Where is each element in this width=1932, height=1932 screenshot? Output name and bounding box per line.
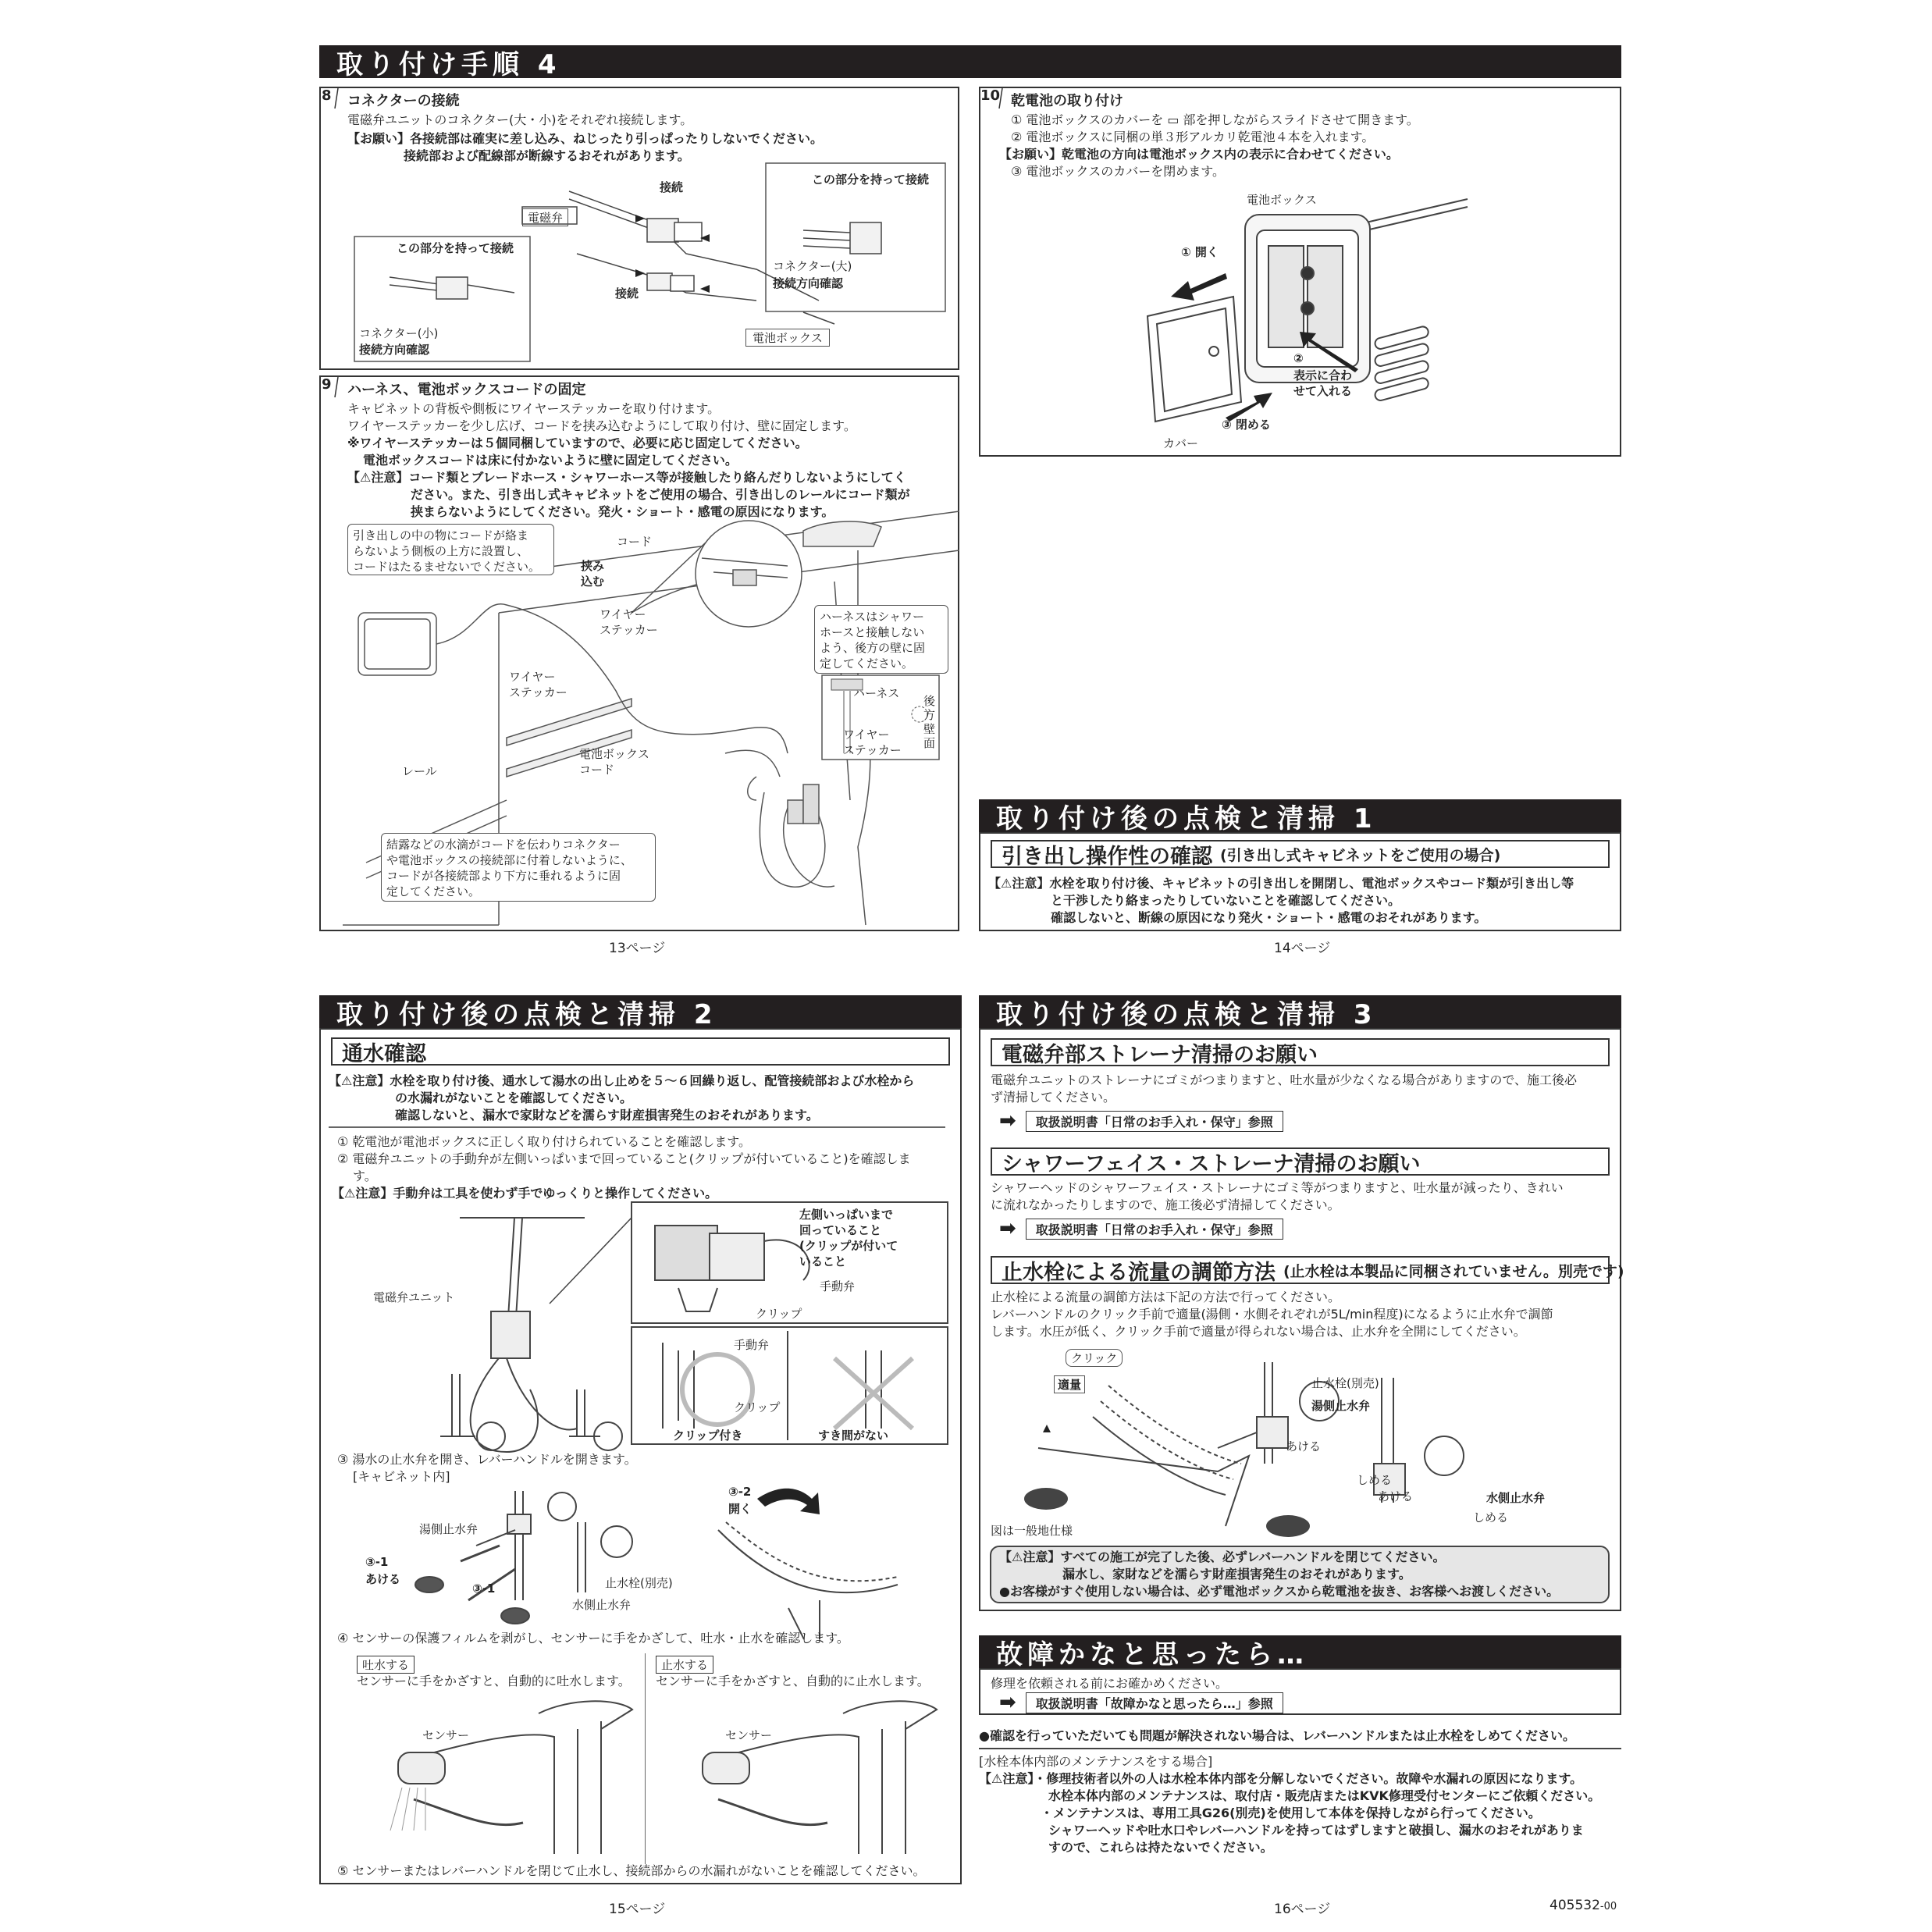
step-number: 10 [980,87,1001,104]
subheading-text: 電磁弁部ストレーナ清掃のお願い [1002,1042,1318,1067]
section-title-install-4 [319,45,1621,78]
label-connect: 接続 [660,180,684,194]
step-text: ⑤ センサーまたはレバーハンドルを閉じて止水し、接続部からの水漏れがないことを確認してください。 [337,1863,926,1878]
caution-text: 挟まらないようにしてください。発火・ショート・感電の原因になります。 [411,504,834,519]
label-left-full: 左側いっぱいまで [799,1208,894,1222]
label-rail: レール [402,764,437,778]
label-connector-large-dir: 接続方向確認 [773,276,844,290]
stop-valve-illustration [351,1483,898,1639]
callout-line: らないよう側板の上方に設置し、 [353,544,529,558]
step-text: 電磁弁ユニットのコネクター(大・小)をそれぞれ接続します。 [347,112,693,127]
paragraph: ●確認を行っていただいても問題が解決されない場合は、レバーハンドルまたは止水栓をしめてください。 [979,1728,1576,1743]
label-open-2: あける [1378,1489,1414,1503]
callout-line: 定してください。 [820,656,914,671]
callout-line: や電池ボックスの接続部に付着しないように、 [386,853,632,867]
warning-text: 【⚠注意】すべての施工が完了した後、必ずレバーハンドルを閉じてください。 [999,1550,1446,1564]
callout-line: 引き出しの中の物にコードが絡ま [353,528,529,543]
step-corner-mark [319,375,343,399]
document-number [1550,1898,1617,1913]
battery-box-illustration [1108,183,1616,449]
label-battery-box: 電池ボックス [1247,193,1317,207]
paragraph: に流れなかったりしますので、施工後必ず清掃してください。 [991,1197,1340,1212]
step-text: キャビネットの背板や側板にワイヤーステッカーを取り付けます。 [347,401,720,416]
paragraph: [水栓本体内部のメンテナンスをする場合] [979,1754,1213,1769]
label-pinch: 挟み [581,559,605,573]
callout-line: ハーネスはシャワー [820,610,924,624]
label-battery-box: 電池ボックス [745,329,830,347]
label-sensor: センサー [422,1728,470,1742]
callout-line: ホースと接触しない [820,625,925,639]
label-cover: カバー [1163,436,1199,450]
label-solenoid-valve: 電磁弁 [522,208,568,226]
label-figure-note: 図は一般地仕様 [991,1524,1073,1538]
label-wire-sticker-6: ステッカー [843,743,902,757]
callout-line: コードはたるませないでください。 [353,560,541,574]
label-cold-valve: 水側止水弁 [1486,1491,1546,1505]
callout-condensation-note [381,833,656,902]
caution-text: ・メンテナンスは、専用工具G26(別売)を使用して本体を保持しながら行ってください。 [1041,1806,1541,1820]
label-clip-2: クリップ [734,1400,781,1414]
label-left-full: 回っていること [799,1223,882,1237]
request-note: 【お願い】各接続部は確実に差し込み、ねじったり引っぱったりしないでください。 [347,131,823,146]
label-no-gap: すき間がない [818,1429,889,1443]
step-text: す。 [353,1169,377,1183]
label-battery-box-cord: 電池ボックス [579,747,649,761]
caution-text: 確認しないと、断線の原因になり発火・ショート・感電のおそれがあります。 [1051,910,1487,925]
section-title-text: 取り付け手順 4 [336,48,561,80]
step-title: ハーネス、電池ボックスコードの固定 [347,382,586,398]
label-rear-wall: 面 [923,736,936,750]
caution-text: 【⚠注意】・修理技術者以外の人は水栓本体内部を分解しないでください。故障や水漏れの原因になります。 [979,1771,1583,1786]
caution-text: すので、これらは持たないでください。 [1048,1840,1273,1855]
label-cold-valve: 水側止水弁 [572,1598,632,1612]
request-note: 【お願い】乾電池の方向は電池ボックス内の表示に合わせてください。 [999,147,1399,162]
label-insert-2: せて入れる [1293,384,1353,398]
subheading-text: 引き出し操作性の確認 [1002,844,1212,869]
section-title-text: 取り付け後の点検と清掃 3 [996,998,1377,1030]
step-title: コネクターの接続 [347,93,460,109]
label-left-full: (クリップが付いて [799,1239,898,1253]
step-corner-mark [979,87,1005,110]
page-number: 14ページ [1274,941,1331,956]
section-title-text: 取り付け後の点検と清掃 1 [996,802,1377,834]
step-text: ② 電磁弁ユニットの手動弁が左側いっぱいまで回っていること(クリップが付いていること)を確認しま [337,1151,911,1166]
document-number-suffix: -00 [1599,1901,1617,1912]
arrow-right-icon: ➡ [999,1217,1016,1240]
step-text: ③ 湯水の止水弁を開き、レバーハンドルを開きます。 [337,1452,637,1467]
caution-text: 確認しないと、漏水で家財などを濡らす財産損害発生のおそれがあります。 [395,1108,819,1123]
paragraph: 電磁弁ユニットのストレーナにゴミがつまりますと、吐水量が少なくなる場合がありますので、施工後必 [991,1073,1578,1087]
step-text: ワイヤーステッカーを少し広げ、コードを挟み込むようにして取り付け、壁に固定します。 [347,418,856,433]
step-text: ② 電池ボックスに同梱の単３形アルカリ乾電池４本を入れます。 [1011,130,1375,144]
label-wire-sticker-3: ワイヤー [509,670,556,684]
label-close-2: しめる [1473,1510,1509,1525]
dispense-desc: センサーに手をかざすと、自動的に吐水します。 [357,1674,631,1688]
step-text: 電池ボックスコードは床に付かないように壁に固定してください。 [363,453,738,468]
label-hot-valve: 湯側止水弁 [1311,1399,1371,1413]
tag-dispense: 吐水する [357,1656,415,1674]
caution-text: 【⚠注意】水栓を取り付け後、キャビネットの引き出しを開閉し、電池ボックスやコード類が引き出し等 [988,876,1574,891]
label-with-clip: クリップ付き [673,1429,743,1443]
label-insert-num: ② [1293,351,1304,365]
paragraph: 修理を依頼される前にお確かめください。 [991,1676,1229,1691]
step-text: ③ 電池ボックスのカバーを閉めます。 [1011,164,1225,179]
page-number: 16ページ [1274,1902,1331,1917]
step-text: ① 電池ボックスのカバーを ▭ 部を押しながらスライドさせて開きます。 [1011,112,1419,127]
label-connect-2: 接続 [615,286,639,301]
label-rear-wall: 後 [923,694,936,708]
paragraph: 止水栓による流量の調節方法は下記の方法で行ってください。 [991,1290,1341,1304]
label-sensor-2: センサー [725,1728,773,1742]
label-hot-valve: 湯側止水弁 [419,1522,479,1536]
label-open-valve: あける [365,1572,401,1586]
label-solenoid-unit: 電磁弁ユニット [373,1290,455,1304]
subheading-flow-adjust [991,1256,1624,1285]
label-open: あける [1286,1439,1322,1453]
caution-text: ださい。また、引き出し式キャビネットをご使用の場合、引き出しのレールにコード類が [411,487,910,502]
arrow-right-icon: ➡ [999,1691,1016,1714]
step-title: 乾電池の取り付け [1011,93,1123,109]
manual-reference [999,1691,1283,1714]
label-hold-here: この部分を持って接続 [812,173,930,187]
step-number: 8 [322,87,332,104]
document-number-main: 405532 [1550,1898,1600,1913]
label-open: ① 開く [1181,245,1219,259]
label-hold-here-2: この部分を持って接続 [397,241,514,255]
label-step-3-1: ③-1 [365,1555,389,1569]
label-wire-sticker: ワイヤー [600,607,646,621]
step-text: ④ センサーの保護フィルムを剥がし、センサーに手をかざして、吐水・止水を確認します。 [337,1631,849,1646]
request-note-2: 接続部および配線部が断線するおそれがあります。 [404,148,690,163]
page-number: 13ページ [609,941,666,956]
stop-desc: センサーに手をかざすと、自動的に止水します。 [656,1674,930,1688]
caution-text: 【⚠注意】水栓を取り付け後、通水して湯水の出し止めを５～６回繰り返し、配管接続部および水栓から [329,1073,915,1088]
label-rear-wall: 壁 [923,722,936,736]
paragraph: します。水圧が低く、クリック手前で適量が得られない場合は、止水弁を全開にしてください。 [991,1324,1526,1339]
callout-line: コードが各接続部より下方に垂れるように固 [386,869,621,883]
reference-text: 取扱説明書「日常のお手入れ・保守」参照 [1026,1219,1283,1240]
subheading-water-check [331,1037,950,1066]
label-manual-valve-2: 手動弁 [734,1338,770,1352]
label-step-3-1b: ③-1 [472,1582,496,1596]
subheading-note: (引き出し式キャビネットをご使用の場合) [1220,846,1501,864]
step-text: ① 乾電池が電池ボックスに正しく取り付けられていることを確認します。 [337,1134,751,1149]
caution-text: と干渉したり絡まったりしていないことを確認してください。 [1051,893,1401,908]
manual-reference [999,1217,1283,1240]
section-title-troubleshoot [979,1635,1621,1668]
caution-text: 【⚠注意】手動弁は工具を使わず手でゆっくりと操作してください。 [332,1186,718,1201]
label-wire-sticker-5: ワイヤー [843,728,890,742]
subheading-text: 止水栓による流量の調節方法 [1002,1260,1276,1285]
label-wire-sticker-2: ステッカー [600,623,658,637]
paragraph: レバーハンドルのクリック手前で適量(湯側・水側それぞれが5L/min程度)になるように止水弁で調節 [991,1307,1553,1322]
label-open-lever: 開く [728,1502,753,1516]
reference-text: 取扱説明書「故障かなと思ったら…」参照 [1026,1692,1283,1713]
label-connector-large: コネクター(大) [773,259,852,273]
label-left-full: いること [799,1254,847,1268]
callout-drawer-note [347,524,554,575]
label-clip: クリップ [756,1307,802,1321]
label-harness: ハーネス [853,686,900,700]
label-pinch-2: 込む [581,575,605,589]
subheading-drawer-check [991,840,1610,868]
arrow-right-icon: ➡ [999,1109,1016,1133]
label-close: しめる [1357,1473,1393,1487]
reference-text: 取扱説明書「日常のお手入れ・保守」参照 [1026,1111,1283,1132]
label-insert: 表示に合わ [1293,368,1353,382]
label-manual-valve: 手動弁 [820,1279,856,1293]
paragraph: シャワーヘッドのシャワーフェイス・ストレーナにゴミ等がつまりますと、吐水量が減ったり、きれい [991,1180,1564,1195]
warning-text: 漏水し、家財などを濡らす財産損害発生のおそれがあります。 [1062,1567,1411,1582]
callout-line: よう、後方の壁に固 [820,641,926,655]
step-text: ※ワイヤーステッカーは５個同梱していますので、必要に応じ固定してください。 [347,436,808,450]
label-click: クリック [1066,1349,1123,1367]
label-battery-box-cord-2: コード [579,763,615,777]
caution-text: シャワーヘッドや吐水口やレバーハンドルを持ってはずしますと破損し、漏水のおそれがありま [1048,1823,1584,1838]
section-title-check-2 [319,995,962,1028]
section-title-check-3 [979,995,1621,1028]
label-rear-wall: 方 [923,708,936,722]
caution-text: 水栓本体内部のメンテナンスは、取付店・販売店またはKVK修理受付センターにご依頼ください。 [1048,1788,1601,1803]
label-wire-sticker-4: ステッカー [509,685,568,699]
label-appropriate: 適量 [1054,1375,1085,1393]
step-number: 9 [322,376,332,393]
caution-text: の水漏れがないことを確認してください。 [395,1091,633,1105]
label-stop-valve: 止水栓(別売) [1311,1376,1379,1390]
paragraph: ず清掃してください。 [991,1090,1116,1105]
section-title-text: 取り付け後の点検と清掃 2 [336,998,717,1030]
step-text: [キャビネット内] [353,1469,450,1484]
label-stop-valve: 止水栓(別売) [605,1576,673,1590]
label-close: ③ 閉める [1222,418,1271,432]
subheading-text: シャワーフェイス・ストレーナ清掃のお願い [1002,1151,1421,1176]
callout-harness-note [814,605,948,674]
section-title-text: 故障かなと思ったら… [996,1638,1308,1670]
subheading-shower-strainer [991,1147,1610,1176]
subheading-note: (止水栓は本製品に同梱されていません。別売です) [1283,1262,1624,1280]
subheading-text: 通水確認 [342,1041,426,1066]
page-number: 15ページ [609,1902,666,1917]
label-connector-small-dir: 接続方向確認 [359,343,430,357]
manual-reference [999,1109,1283,1133]
step-corner-mark [319,87,343,110]
callout-line: 結露などの水滴がコードを伝わりコネクター [386,838,621,852]
subheading-solenoid-strainer [991,1038,1610,1066]
label-cord: コード [617,535,653,549]
section-title-check-1 [979,799,1621,832]
caution-text: 【⚠注意】コード類とブレードホース・シャワーホース等が接触したり絡んだりしないようにしてく [347,470,906,485]
label-step-3-2: ③-2 [728,1485,752,1499]
warning-text: ●お客様がすぐ使用しない場合は、必ず電池ボックスから乾電池を抜き、お客様へお渡しください。 [999,1584,1560,1599]
divider [329,1126,945,1128]
callout-line: 定してください。 [386,884,481,898]
sensor-illustration [367,1698,960,1854]
label-connector-small: コネクター(小) [359,326,439,340]
divider [979,1748,1621,1749]
tag-stop: 止水する [656,1656,713,1674]
